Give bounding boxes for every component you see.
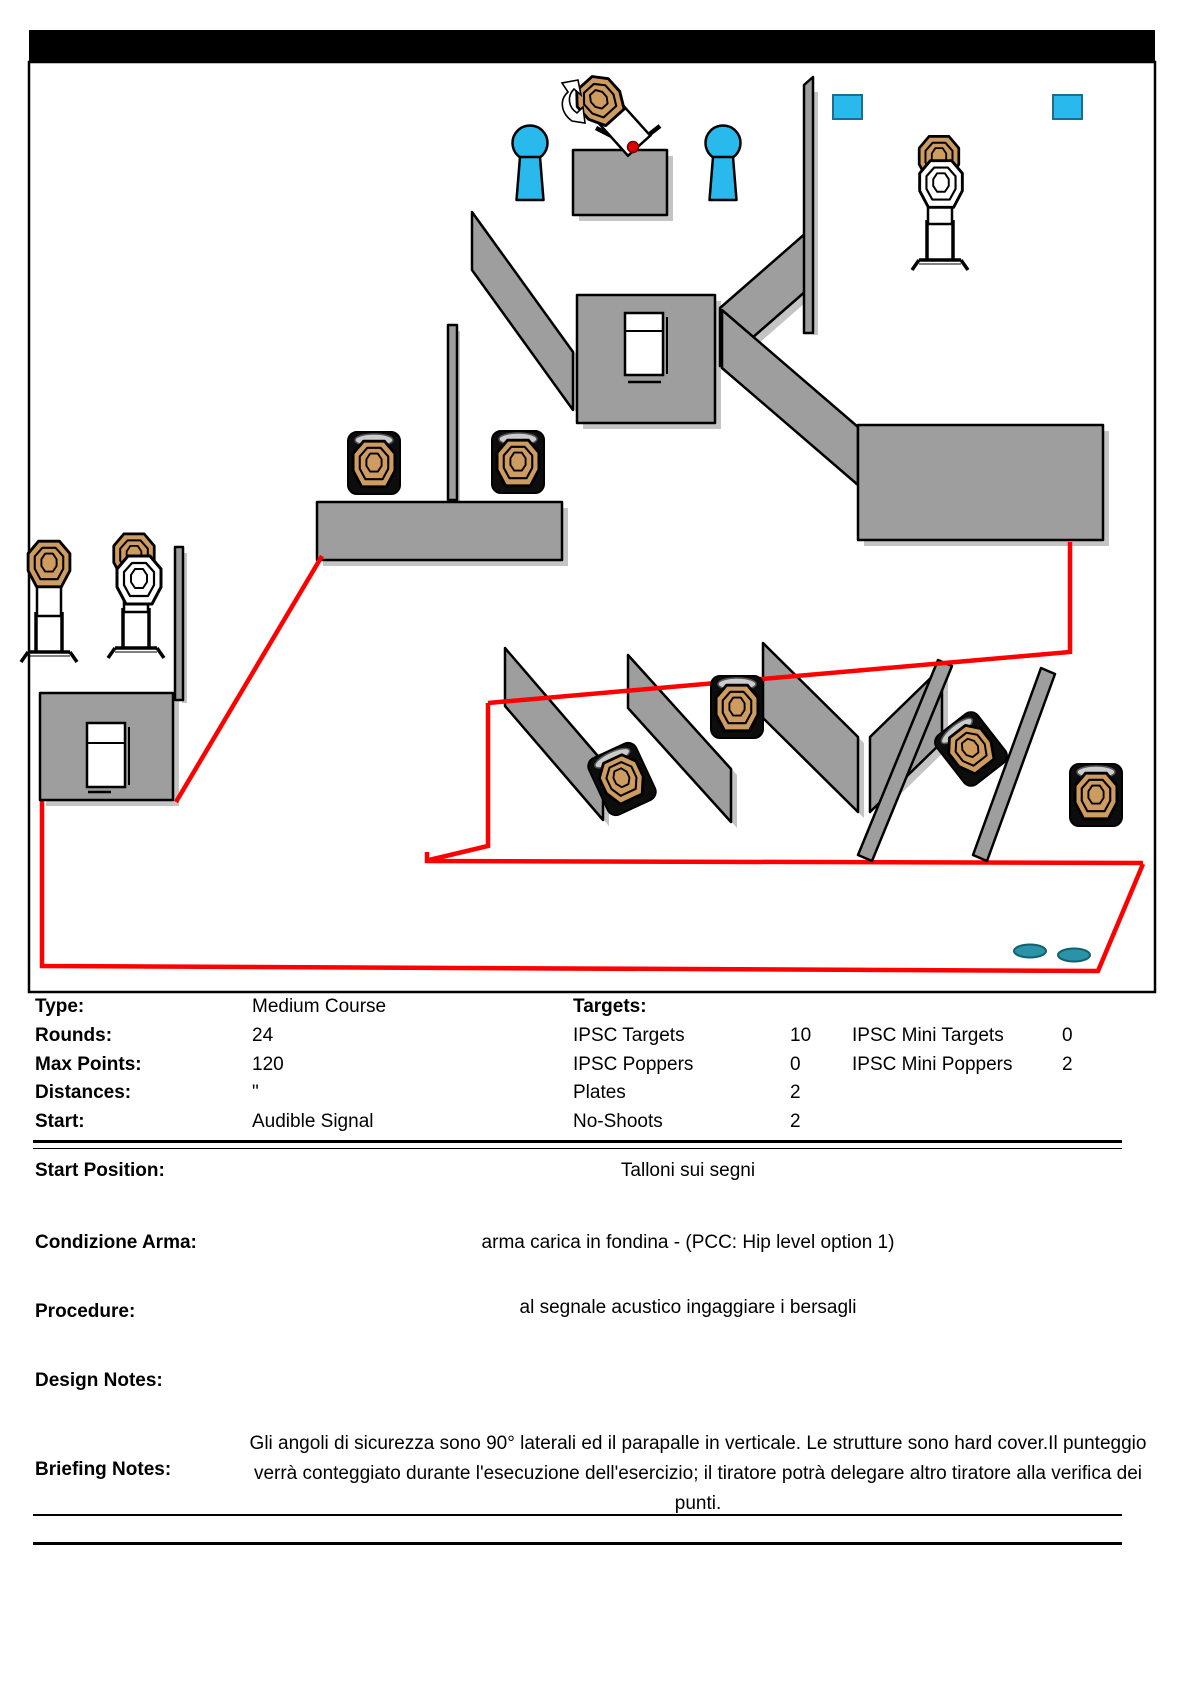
distances-label: Distances:	[35, 1082, 132, 1103]
rounds-value: 24	[252, 1025, 274, 1046]
distances-value: "	[252, 1082, 259, 1103]
procedure-value: al segnale acustico ingaggiare i bersagli	[519, 1297, 857, 1318]
divider-rule	[33, 1140, 1122, 1143]
no-shoot-target-icon	[920, 161, 963, 208]
swinger-platform	[573, 150, 667, 215]
max-points-value: 120	[252, 1054, 284, 1075]
wall-thin-vertical-a	[804, 77, 813, 333]
max-points-label: Max Points:	[35, 1054, 142, 1075]
start-position-value: Talloni sui segni	[620, 1160, 756, 1181]
heel-mark-icon	[1014, 945, 1046, 958]
divider-rule	[33, 1514, 1122, 1516]
briefing-notes-value: Gli angoli di sicurezza sono 90° laterali ed il parapalle in verticale. Le strutture sono hard cover.Il punteggio verrà conteggiato durante l'esecuzione dell'esercizio; il tiratore potrà delegare altro tiratore alla verifica dei punti.	[249, 1433, 1147, 1514]
briefing-notes-label: Briefing Notes:	[35, 1459, 172, 1480]
type-value: Medium Course	[252, 996, 387, 1017]
mini-targets-label: IPSC Mini Targets	[852, 1025, 1004, 1046]
rounds-label: Rounds:	[35, 1025, 113, 1046]
design-notes-label: Design Notes:	[35, 1370, 163, 1391]
ipsc-target-icon	[1075, 773, 1117, 819]
start-label: Start:	[35, 1111, 85, 1132]
ipsc-poppers-label: IPSC Poppers	[573, 1054, 694, 1075]
mini-poppers-label: IPSC Mini Poppers	[852, 1054, 1013, 1075]
divider-rule	[33, 1148, 1122, 1149]
barrel-target-1	[348, 432, 400, 494]
plates-label: Plates	[573, 1082, 626, 1103]
mini-targets-count: 0	[1062, 1025, 1073, 1046]
wall-horizontal-mid	[317, 502, 562, 560]
start-value: Audible Signal	[252, 1111, 374, 1132]
ipsc-targets-label: IPSC Targets	[573, 1025, 685, 1046]
no-shoots-count: 2	[790, 1111, 801, 1132]
plates-count: 2	[790, 1082, 801, 1103]
ipsc-target-icon	[497, 440, 539, 486]
wall-thin-vertical-b	[448, 325, 457, 500]
ipsc-target-icon	[28, 541, 70, 587]
plate-icon	[833, 95, 862, 119]
wall-big-right	[858, 425, 1103, 540]
barrel-target-4	[711, 676, 763, 738]
ipsc-targets-count: 10	[790, 1025, 812, 1046]
type-label: Type:	[35, 996, 85, 1017]
gun-condition-value: arma carica in fondina - (PCC: Hip level option 1)	[481, 1232, 895, 1253]
targets-header: Targets:	[573, 996, 647, 1017]
swinger-pivot	[628, 142, 639, 153]
gun-condition-label: Condizione Arma:	[35, 1232, 197, 1253]
start-position-label: Start Position:	[35, 1160, 165, 1181]
barrel-target-2	[492, 431, 544, 493]
procedure-label: Procedure:	[35, 1301, 136, 1322]
ipsc-poppers-count: 0	[790, 1054, 801, 1075]
heel-mark-icon	[1058, 949, 1090, 962]
no-shoots-label: No-Shoots	[573, 1111, 663, 1132]
plate-icon	[1053, 95, 1082, 119]
ipsc-target-icon	[353, 441, 395, 487]
no-shoot-target-icon	[117, 556, 161, 604]
ipsc-target-icon	[716, 685, 758, 731]
wall-thin-vertical-c	[175, 547, 183, 700]
divider-rule	[33, 1542, 1122, 1545]
mini-poppers-count: 2	[1062, 1054, 1073, 1075]
barrel-target-6	[1070, 764, 1122, 826]
